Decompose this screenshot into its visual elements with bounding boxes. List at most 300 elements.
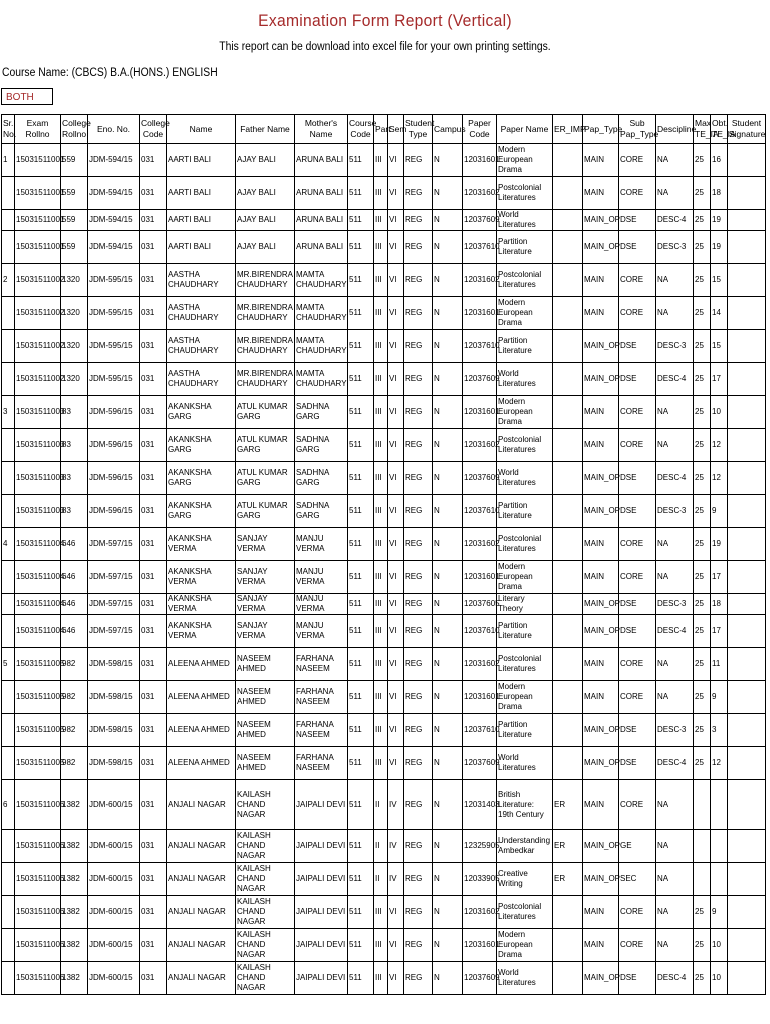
cell-ccode: 031	[140, 177, 167, 210]
cell-obt	[711, 830, 728, 863]
cell-ptype: MAIN	[583, 780, 619, 830]
cell-mother: ARUNA BALI	[295, 144, 348, 177]
table-row	[2, 528, 766, 561]
cell-name: AASTHA CHAUDHARY	[167, 297, 236, 330]
cell-croll: 982	[61, 714, 88, 747]
cell-pcode: 12037609	[463, 210, 497, 231]
cell-sr	[2, 681, 15, 714]
cell-stype: REG	[404, 495, 433, 528]
cell-mother: FARHANA NASEEM	[295, 681, 348, 714]
cell-eno: JDM-598/15	[88, 714, 140, 747]
cell-mother: JAIPALI DEVI	[295, 929, 348, 962]
cell-sptype: CORE	[619, 297, 656, 330]
cell-croll: 982	[61, 747, 88, 780]
cell-sptype: DSE	[619, 231, 656, 264]
cell-stype: REG	[404, 330, 433, 363]
cell-pcode: 12031602	[463, 429, 497, 462]
cell-roll: 15031511006	[15, 896, 61, 929]
cell-ptype: MAIN	[583, 648, 619, 681]
cell-ptype: MAIN_OP	[583, 231, 619, 264]
cell-ccode: 031	[140, 561, 167, 594]
cell-sr	[2, 363, 15, 396]
cell-sptype: SEC	[619, 863, 656, 896]
cell-sr	[2, 231, 15, 264]
cell-obt: 3	[711, 714, 728, 747]
cell-name: AKANKSHA VERMA	[167, 561, 236, 594]
cell-course: 511	[348, 747, 374, 780]
cell-sem: VI	[388, 210, 404, 231]
cell-signature	[728, 780, 766, 830]
cell-mother: JAIPALI DEVI	[295, 830, 348, 863]
cell-croll: 559	[61, 231, 88, 264]
cell-pcode: 12037610	[463, 330, 497, 363]
cell-obt: 15	[711, 330, 728, 363]
cell-stype: REG	[404, 714, 433, 747]
cell-pcode: 12031602	[463, 896, 497, 929]
cell-sptype: DSE	[619, 363, 656, 396]
cell-father: ATUL KUMAR GARG	[236, 495, 295, 528]
cell-roll: 15031511006	[15, 863, 61, 896]
cell-eno: JDM-600/15	[88, 863, 140, 896]
cell-ccode: 031	[140, 144, 167, 177]
cell-ptype: MAIN	[583, 297, 619, 330]
cell-course: 511	[348, 594, 374, 615]
cell-obt: 9	[711, 681, 728, 714]
column-header: Part	[374, 115, 388, 144]
cell-sem: VI	[388, 177, 404, 210]
cell-part: III	[374, 462, 388, 495]
cell-sr	[2, 297, 15, 330]
column-header: Sub Pap_Type	[619, 115, 656, 144]
cell-max: 25	[694, 896, 711, 929]
cell-campus: N	[433, 594, 463, 615]
cell-ptype: MAIN	[583, 561, 619, 594]
column-header: College Code	[140, 115, 167, 144]
cell-pname: Partition Literature	[497, 231, 553, 264]
cell-part: III	[374, 528, 388, 561]
cell-er	[553, 681, 583, 714]
cell-disc: NA	[656, 429, 694, 462]
cell-roll: 15031511002	[15, 297, 61, 330]
cell-croll: 1320	[61, 330, 88, 363]
column-header: Eno. No.	[88, 115, 140, 144]
cell-ptype: MAIN	[583, 396, 619, 429]
cell-eno: JDM-597/15	[88, 528, 140, 561]
cell-sr	[2, 863, 15, 896]
cell-signature	[728, 231, 766, 264]
cell-sem: VI	[388, 231, 404, 264]
cell-eno: JDM-594/15	[88, 231, 140, 264]
cell-obt	[711, 780, 728, 830]
cell-roll: 15031511005	[15, 747, 61, 780]
cell-er	[553, 929, 583, 962]
cell-pcode: 12037610	[463, 615, 497, 648]
cell-croll: 1382	[61, 863, 88, 896]
cell-mother: JAIPALI DEVI	[295, 863, 348, 896]
cell-stype: REG	[404, 210, 433, 231]
cell-roll: 15031511002	[15, 264, 61, 297]
cell-part: III	[374, 561, 388, 594]
cell-roll: 15031511003	[15, 396, 61, 429]
column-header: Paper Code	[463, 115, 497, 144]
cell-disc: NA	[656, 144, 694, 177]
cell-max: 25	[694, 962, 711, 995]
cell-campus: N	[433, 863, 463, 896]
cell-disc: DESC-4	[656, 363, 694, 396]
exam-form-table	[1, 114, 766, 995]
cell-obt: 9	[711, 896, 728, 929]
cell-max: 25	[694, 714, 711, 747]
cell-mother: FARHANA NASEEM	[295, 714, 348, 747]
cell-pcode: 12037610	[463, 714, 497, 747]
cell-campus: N	[433, 747, 463, 780]
cell-part: III	[374, 962, 388, 995]
cell-eno: JDM-600/15	[88, 929, 140, 962]
cell-obt: 10	[711, 929, 728, 962]
cell-disc: NA	[656, 396, 694, 429]
cell-signature	[728, 896, 766, 929]
cell-sptype: DSE	[619, 962, 656, 995]
cell-sem: VI	[388, 429, 404, 462]
cell-campus: N	[433, 681, 463, 714]
cell-mother: MAMTA CHAUDHARY	[295, 297, 348, 330]
report-subtitle: This report can be download into excel file for your own printing settings.	[219, 41, 551, 53]
cell-stype: REG	[404, 561, 433, 594]
cell-ptype: MAIN_OP	[583, 747, 619, 780]
cell-eno: JDM-595/15	[88, 297, 140, 330]
cell-course: 511	[348, 429, 374, 462]
cell-father: KAILASH CHAND NAGAR	[236, 863, 295, 896]
cell-er	[553, 264, 583, 297]
cell-signature	[728, 264, 766, 297]
cell-stype: REG	[404, 231, 433, 264]
cell-er	[553, 330, 583, 363]
cell-stype: REG	[404, 747, 433, 780]
cell-er	[553, 896, 583, 929]
cell-stype: REG	[404, 896, 433, 929]
cell-ccode: 031	[140, 896, 167, 929]
cell-ptype: MAIN	[583, 929, 619, 962]
cell-campus: N	[433, 330, 463, 363]
cell-sr	[2, 177, 15, 210]
column-header: Paper Name	[497, 115, 553, 144]
cell-course: 511	[348, 528, 374, 561]
cell-campus: N	[433, 929, 463, 962]
cell-course: 511	[348, 830, 374, 863]
cell-part: III	[374, 177, 388, 210]
cell-signature	[728, 648, 766, 681]
cell-croll: 1382	[61, 896, 88, 929]
cell-max: 25	[694, 747, 711, 780]
cell-croll: 1320	[61, 297, 88, 330]
cell-max	[694, 830, 711, 863]
cell-name: ANJALI NAGAR	[167, 780, 236, 830]
cell-eno: JDM-597/15	[88, 594, 140, 615]
cell-pname: World Literatures	[497, 462, 553, 495]
cell-signature	[728, 495, 766, 528]
cell-sptype: CORE	[619, 396, 656, 429]
cell-croll: 646	[61, 561, 88, 594]
cell-sptype: CORE	[619, 429, 656, 462]
cell-course: 511	[348, 396, 374, 429]
cell-croll: 83	[61, 429, 88, 462]
cell-ptype: MAIN_OP	[583, 863, 619, 896]
cell-sptype: DSE	[619, 462, 656, 495]
table-row	[2, 714, 766, 747]
table-row	[2, 929, 766, 962]
cell-ccode: 031	[140, 747, 167, 780]
cell-max: 25	[694, 363, 711, 396]
cell-sem: VI	[388, 896, 404, 929]
cell-eno: JDM-594/15	[88, 177, 140, 210]
cell-sem: VI	[388, 396, 404, 429]
cell-mother: JAIPALI DEVI	[295, 962, 348, 995]
cell-max: 25	[694, 330, 711, 363]
cell-roll: 15031511002	[15, 330, 61, 363]
cell-sem: VI	[388, 747, 404, 780]
cell-obt: 14	[711, 297, 728, 330]
cell-pcode: 12325905	[463, 830, 497, 863]
cell-sptype: CORE	[619, 561, 656, 594]
cell-pname: Understanding Ambedkar	[497, 830, 553, 863]
cell-father: NASEEM AHMED	[236, 648, 295, 681]
cell-croll: 1382	[61, 830, 88, 863]
cell-campus: N	[433, 177, 463, 210]
table-row	[2, 681, 766, 714]
cell-mother: JAIPALI DEVI	[295, 896, 348, 929]
cell-sr: 3	[2, 396, 15, 429]
cell-sr: 2	[2, 264, 15, 297]
cell-pcode: 12031601	[463, 681, 497, 714]
cell-course: 511	[348, 681, 374, 714]
cell-mother: MANJU VERMA	[295, 561, 348, 594]
cell-stype: REG	[404, 528, 433, 561]
cell-sem: VI	[388, 363, 404, 396]
cell-sptype: DSE	[619, 210, 656, 231]
cell-name: ANJALI NAGAR	[167, 830, 236, 863]
table-row	[2, 462, 766, 495]
cell-roll: 15031511006	[15, 962, 61, 995]
cell-stype: REG	[404, 681, 433, 714]
cell-pname: Modern European Drama	[497, 561, 553, 594]
cell-campus: N	[433, 396, 463, 429]
cell-stype: REG	[404, 863, 433, 896]
cell-croll: 1382	[61, 780, 88, 830]
cell-ccode: 031	[140, 594, 167, 615]
cell-mother: SADHNA GARG	[295, 429, 348, 462]
filter-badge: BOTH	[1, 88, 53, 105]
cell-ccode: 031	[140, 648, 167, 681]
cell-max: 25	[694, 528, 711, 561]
column-header: ER_IMP	[553, 115, 583, 144]
cell-er	[553, 231, 583, 264]
cell-father: NASEEM AHMED	[236, 747, 295, 780]
cell-pname: Partition Literature	[497, 615, 553, 648]
cell-stype: REG	[404, 929, 433, 962]
cell-campus: N	[433, 210, 463, 231]
cell-pname: World Literatures	[497, 363, 553, 396]
cell-pname: Partition Literature	[497, 495, 553, 528]
cell-stype: REG	[404, 144, 433, 177]
cell-ccode: 031	[140, 297, 167, 330]
cell-sem: IV	[388, 780, 404, 830]
cell-roll: 15031511006	[15, 929, 61, 962]
cell-disc: DESC-4	[656, 615, 694, 648]
cell-ptype: MAIN	[583, 896, 619, 929]
cell-roll: 15031511001	[15, 144, 61, 177]
cell-max: 25	[694, 264, 711, 297]
cell-part: III	[374, 231, 388, 264]
column-header: Sr. No.	[2, 115, 15, 144]
cell-name: AARTI BALI	[167, 210, 236, 231]
cell-ccode: 031	[140, 528, 167, 561]
cell-sr	[2, 561, 15, 594]
cell-max: 25	[694, 495, 711, 528]
cell-pname: Literary Theory	[497, 594, 553, 615]
cell-er	[553, 429, 583, 462]
cell-er	[553, 462, 583, 495]
cell-pname: World Literatures	[497, 747, 553, 780]
cell-max: 25	[694, 615, 711, 648]
column-header: Campus	[433, 115, 463, 144]
cell-part: III	[374, 297, 388, 330]
cell-name: ALEENA AHMED	[167, 714, 236, 747]
cell-pcode: 12031601	[463, 144, 497, 177]
cell-eno: JDM-595/15	[88, 264, 140, 297]
cell-ptype: MAIN	[583, 681, 619, 714]
column-header: Name	[167, 115, 236, 144]
cell-name: AKANKSHA GARG	[167, 396, 236, 429]
cell-obt: 12	[711, 429, 728, 462]
cell-mother: FARHANA NASEEM	[295, 747, 348, 780]
cell-pname: Postcolonial Literatures	[497, 429, 553, 462]
cell-part: II	[374, 830, 388, 863]
cell-disc: NA	[656, 648, 694, 681]
cell-obt: 17	[711, 561, 728, 594]
cell-name: AASTHA CHAUDHARY	[167, 330, 236, 363]
table-row	[2, 962, 766, 995]
table-row	[2, 144, 766, 177]
cell-sr	[2, 594, 15, 615]
cell-part: III	[374, 210, 388, 231]
cell-name: ANJALI NAGAR	[167, 929, 236, 962]
cell-max: 25	[694, 929, 711, 962]
cell-father: MR.BIRENDRA CHAUDHARY	[236, 297, 295, 330]
cell-course: 511	[348, 863, 374, 896]
cell-name: AKANKSHA VERMA	[167, 528, 236, 561]
cell-disc: NA	[656, 177, 694, 210]
cell-sr	[2, 962, 15, 995]
cell-campus: N	[433, 648, 463, 681]
cell-signature	[728, 330, 766, 363]
table-row	[2, 396, 766, 429]
cell-pcode: 12037610	[463, 231, 497, 264]
table-row	[2, 231, 766, 264]
cell-name: ANJALI NAGAR	[167, 863, 236, 896]
cell-course: 511	[348, 648, 374, 681]
cell-father: SANJAY VERMA	[236, 594, 295, 615]
cell-disc: DESC-4	[656, 962, 694, 995]
cell-eno: JDM-596/15	[88, 462, 140, 495]
cell-sem: VI	[388, 495, 404, 528]
cell-father: KAILASH CHAND NAGAR	[236, 896, 295, 929]
cell-sem: VI	[388, 962, 404, 995]
cell-ccode: 031	[140, 495, 167, 528]
cell-signature	[728, 962, 766, 995]
cell-campus: N	[433, 264, 463, 297]
cell-signature	[728, 297, 766, 330]
cell-disc: DESC-3	[656, 594, 694, 615]
cell-sptype: DSE	[619, 615, 656, 648]
cell-sr	[2, 896, 15, 929]
cell-croll: 559	[61, 210, 88, 231]
cell-sem: VI	[388, 681, 404, 714]
cell-er	[553, 714, 583, 747]
cell-er: ER	[553, 780, 583, 830]
cell-roll: 15031511001	[15, 177, 61, 210]
cell-signature	[728, 830, 766, 863]
cell-eno: JDM-596/15	[88, 396, 140, 429]
cell-campus: N	[433, 714, 463, 747]
cell-obt: 10	[711, 396, 728, 429]
table-header-row	[2, 115, 766, 144]
cell-obt: 9	[711, 495, 728, 528]
cell-ptype: MAIN_OP	[583, 962, 619, 995]
cell-part: III	[374, 615, 388, 648]
cell-mother: MANJU VERMA	[295, 615, 348, 648]
cell-campus: N	[433, 363, 463, 396]
cell-signature	[728, 594, 766, 615]
cell-max: 25	[694, 681, 711, 714]
cell-name: AKANKSHA VERMA	[167, 615, 236, 648]
cell-ptype: MAIN_OP	[583, 830, 619, 863]
column-header: Student Signature	[728, 115, 766, 144]
cell-ptype: MAIN_OP	[583, 615, 619, 648]
cell-ptype: MAIN	[583, 528, 619, 561]
column-header: Student Type	[404, 115, 433, 144]
cell-ccode: 031	[140, 962, 167, 995]
cell-part: III	[374, 896, 388, 929]
cell-ptype: MAIN	[583, 264, 619, 297]
cell-sem: VI	[388, 330, 404, 363]
cell-pcode: 12031601	[463, 561, 497, 594]
cell-part: II	[374, 780, 388, 830]
cell-mother: JAIPALI DEVI	[295, 780, 348, 830]
cell-ccode: 031	[140, 714, 167, 747]
cell-max: 25	[694, 231, 711, 264]
cell-course: 511	[348, 297, 374, 330]
cell-campus: N	[433, 896, 463, 929]
cell-disc: NA	[656, 528, 694, 561]
column-header: Descipline	[656, 115, 694, 144]
cell-mother: MANJU VERMA	[295, 594, 348, 615]
cell-roll: 15031511004	[15, 561, 61, 594]
cell-sr	[2, 830, 15, 863]
cell-mother: MAMTA CHAUDHARY	[295, 330, 348, 363]
cell-er: ER	[553, 830, 583, 863]
cell-er	[553, 144, 583, 177]
cell-name: AARTI BALI	[167, 231, 236, 264]
cell-max	[694, 780, 711, 830]
cell-campus: N	[433, 561, 463, 594]
cell-father: SANJAY VERMA	[236, 561, 295, 594]
cell-campus: N	[433, 144, 463, 177]
cell-pcode: 12031602	[463, 528, 497, 561]
cell-course: 511	[348, 896, 374, 929]
cell-pname: World Literatures	[497, 210, 553, 231]
cell-part: III	[374, 330, 388, 363]
cell-part: III	[374, 714, 388, 747]
